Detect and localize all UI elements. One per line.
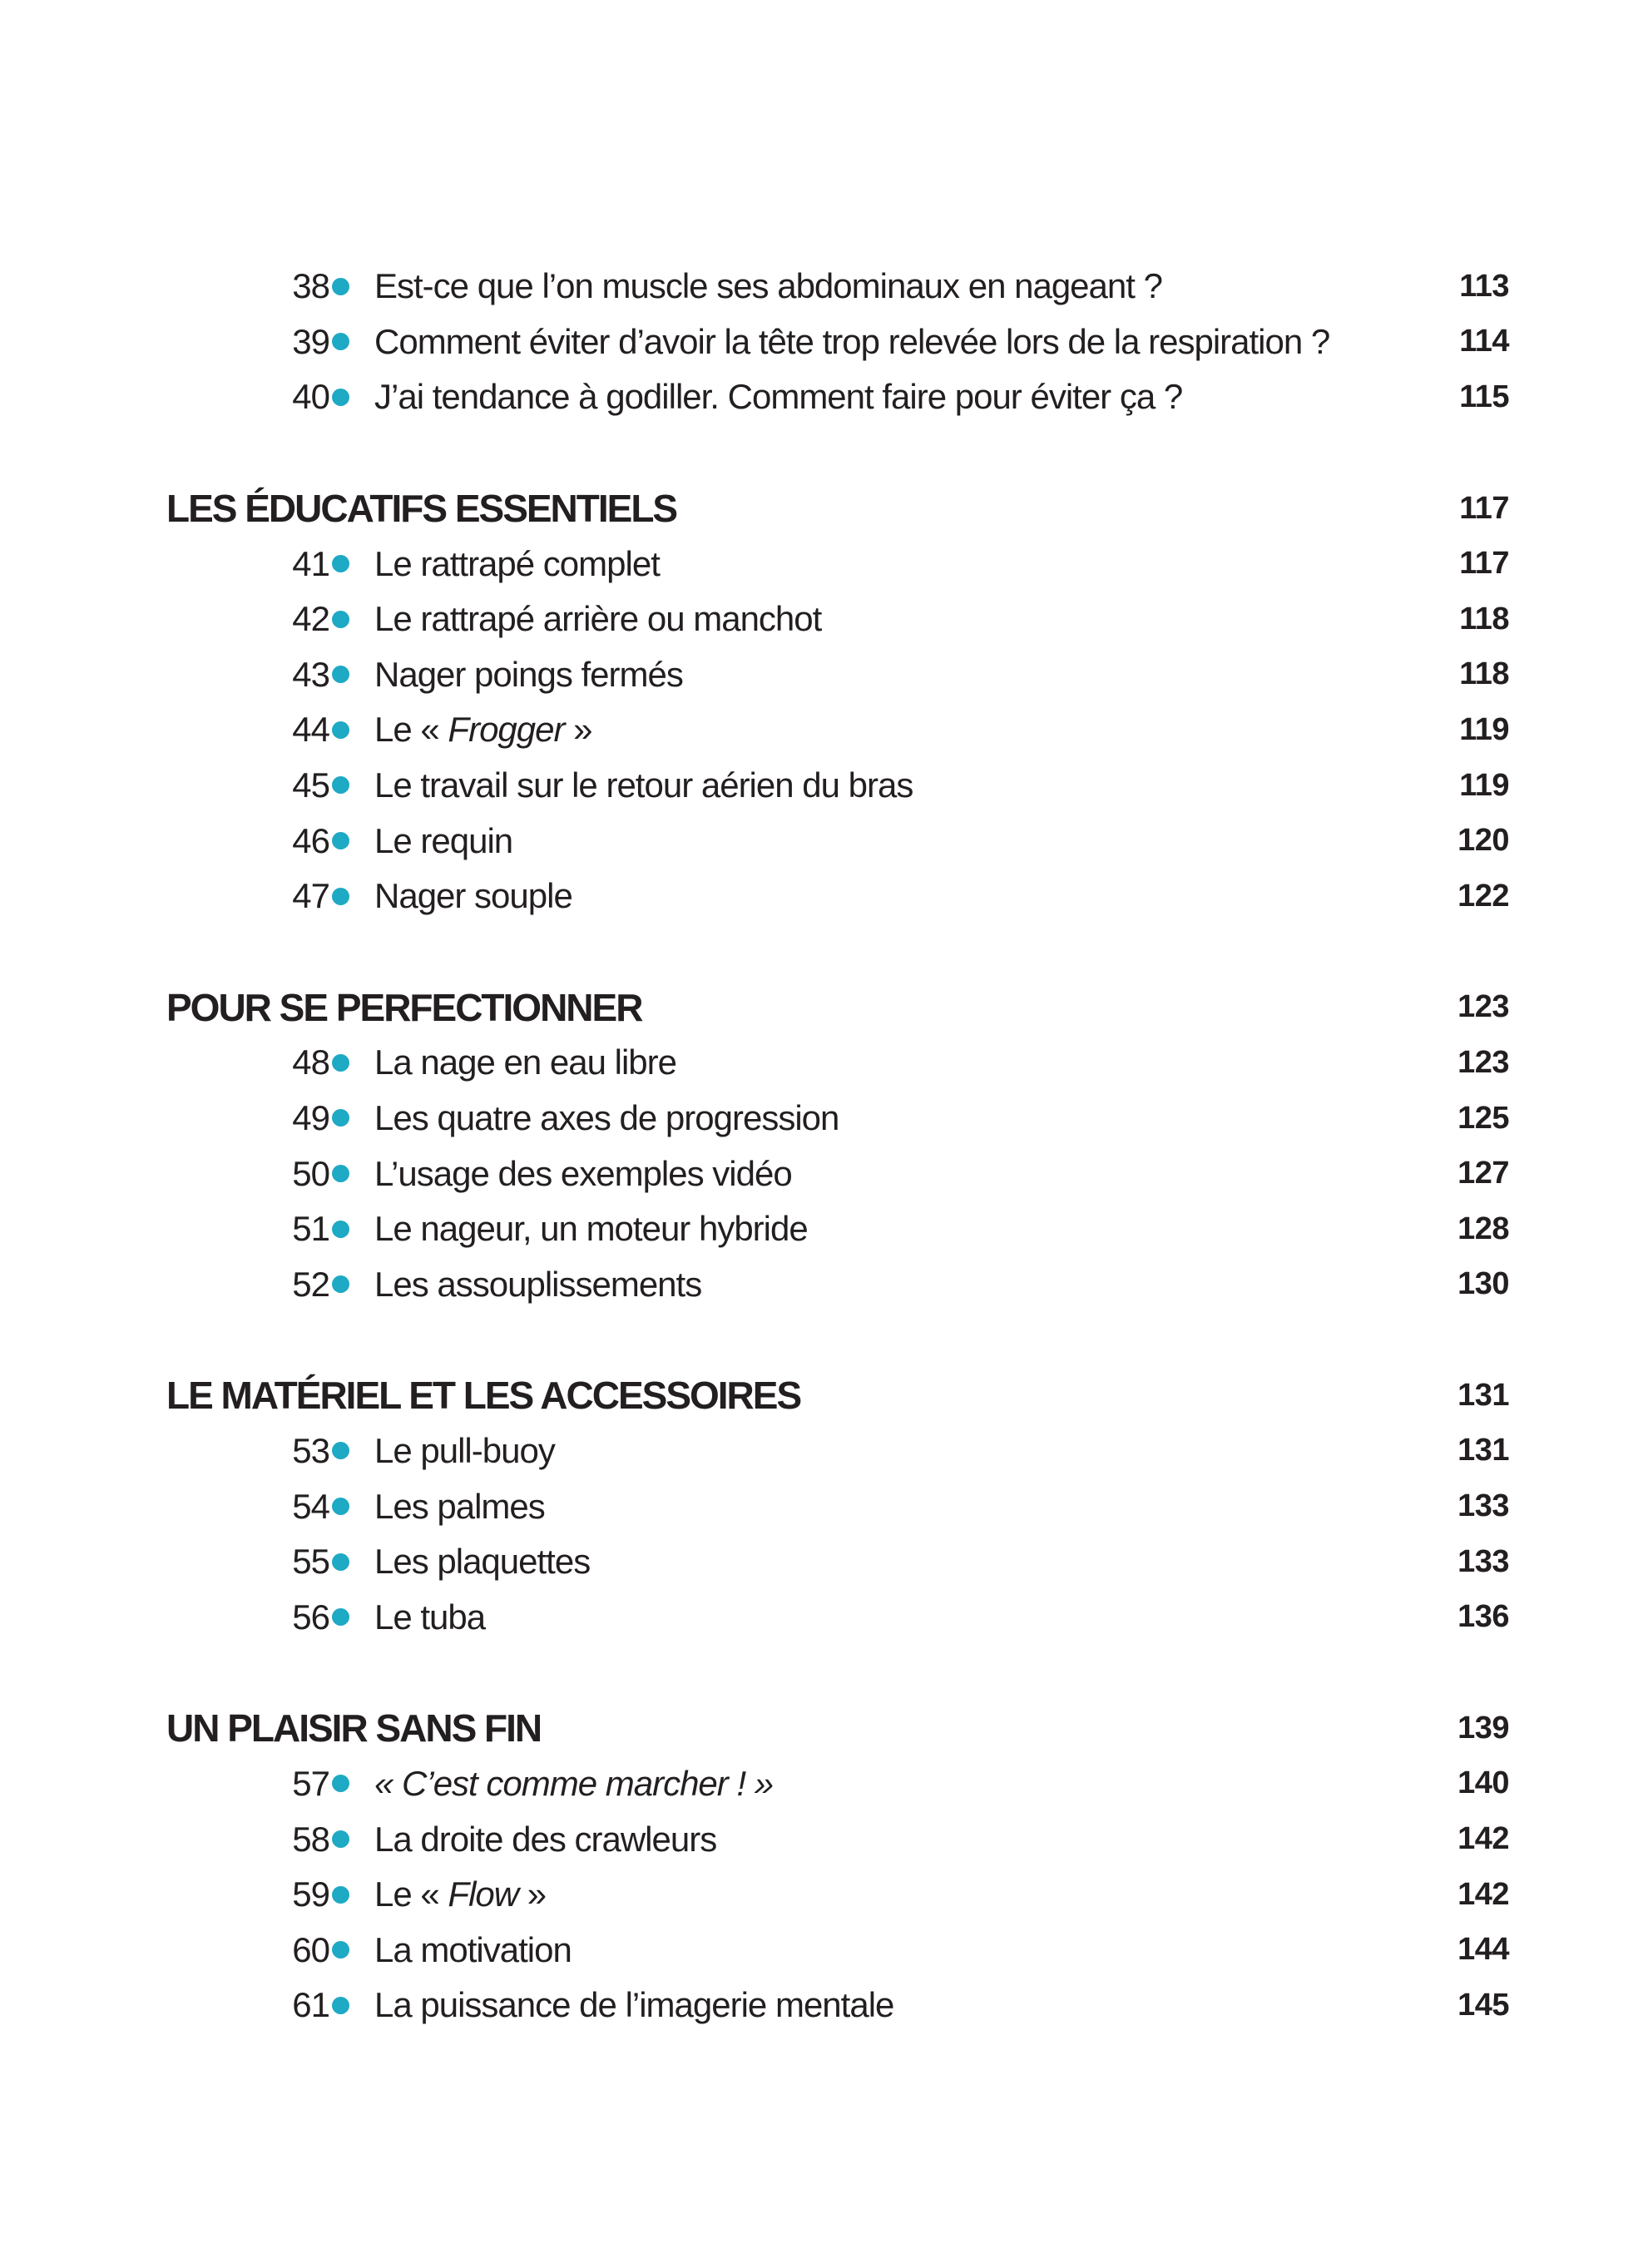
item-title-segment: » <box>518 1874 547 1914</box>
item-title: La nage en eau libre <box>374 1042 676 1082</box>
item-page-number: 142 <box>1457 1876 1509 1912</box>
item-number: 50 <box>292 1153 329 1193</box>
item-title: Le nageur, un moteur hybride <box>374 1209 808 1249</box>
item-title-segment: Le « <box>374 1874 448 1914</box>
item-number-cell <box>166 1874 374 1914</box>
item-title: Nager souple <box>374 876 572 916</box>
item-page-number: 125 <box>1457 1100 1509 1136</box>
item-number-cell <box>166 1764 374 1804</box>
item-number-cell <box>166 821 374 861</box>
item-number: 47 <box>292 876 329 916</box>
item-number: 61 <box>292 1985 329 2025</box>
item-page-number: 118 <box>1459 656 1509 692</box>
toc-item <box>166 758 1509 814</box>
section-title: UN PLAISIR SANS FIN <box>166 1706 542 1751</box>
item-number-cell <box>166 1431 374 1471</box>
item-title: Le travail sur le retour aérien du bras <box>374 765 913 805</box>
item-title: Le requin <box>374 820 513 860</box>
item-page-number: 130 <box>1457 1266 1509 1302</box>
toc-item <box>166 1589 1509 1645</box>
item-title: Les assouplissements <box>374 1264 702 1304</box>
bullet-icon <box>332 1442 349 1459</box>
item-title: Nager poings fermés <box>374 654 683 694</box>
toc-item <box>166 1867 1509 1923</box>
toc-item <box>166 869 1509 924</box>
item-title: La motivation <box>374 1929 572 1969</box>
item-number-cell <box>166 1542 374 1582</box>
item-page-number: 144 <box>1457 1932 1509 1968</box>
item-title: La droite des crawleurs <box>374 1819 717 1859</box>
bullet-icon <box>332 1941 349 1959</box>
toc-item <box>166 369 1509 425</box>
toc-item <box>166 1534 1509 1590</box>
item-title: Comment éviter d’avoir la tête trop relevée lors de la respiration ? <box>374 321 1330 361</box>
toc-item <box>166 314 1509 370</box>
bullet-icon <box>332 278 349 295</box>
toc-item <box>166 1978 1509 2033</box>
bullet-icon <box>332 1498 349 1515</box>
bullet-icon <box>332 721 349 739</box>
item-number-cell <box>166 1042 374 1082</box>
section-title: LES ÉDUCATIFS ESSENTIELS <box>166 487 677 531</box>
toc-item <box>166 1146 1509 1201</box>
item-number-cell <box>166 876 374 916</box>
item-number-cell <box>166 765 374 805</box>
item-number: 40 <box>292 377 329 417</box>
toc-item <box>166 1811 1509 1867</box>
item-page-number: 136 <box>1457 1599 1509 1635</box>
item-number: 57 <box>292 1763 329 1803</box>
toc-section <box>166 259 1509 425</box>
section-page-number: 123 <box>1457 989 1509 1025</box>
item-title-segment: Le « <box>374 710 448 750</box>
item-page-number: 131 <box>1457 1433 1509 1468</box>
item-page-number: 119 <box>1459 711 1509 747</box>
toc-section-heading <box>166 481 1509 537</box>
item-number: 54 <box>292 1486 329 1526</box>
item-number: 46 <box>292 820 329 860</box>
item-number-cell <box>166 1985 374 2025</box>
item-page-number: 127 <box>1457 1156 1509 1191</box>
item-page-number: 123 <box>1457 1044 1509 1080</box>
item-page-number: 117 <box>1459 546 1509 582</box>
item-title: Le rattrapé arrière ou manchot <box>374 599 822 639</box>
item-number-cell <box>166 1154 374 1194</box>
toc-section <box>166 1701 1509 2033</box>
item-number-cell <box>166 599 374 639</box>
bullet-icon <box>332 389 349 406</box>
toc-section-heading <box>166 1368 1509 1424</box>
item-number-cell <box>166 1487 374 1527</box>
item-number-cell <box>166 655 374 695</box>
item-title: Le pull-buoy <box>374 1430 555 1470</box>
item-title-segment: » <box>564 710 592 750</box>
item-title-segment: « C’est comme marcher ! » <box>374 1763 774 1803</box>
bullet-icon <box>332 1775 349 1792</box>
bullet-icon <box>332 1165 349 1182</box>
item-number-cell <box>166 1597 374 1637</box>
item-title: Le rattrapé complet <box>374 543 660 583</box>
toc-section-heading <box>166 1701 1509 1756</box>
toc-item <box>166 1201 1509 1257</box>
toc-item <box>166 1478 1509 1534</box>
item-number-cell <box>166 322 374 362</box>
item-title: Les palmes <box>374 1486 545 1526</box>
bullet-icon <box>332 1553 349 1571</box>
item-page-number: 145 <box>1457 1987 1509 2023</box>
item-number-cell <box>166 377 374 417</box>
bullet-icon <box>332 1830 349 1848</box>
item-number-cell <box>166 544 374 584</box>
bullet-icon <box>332 1886 349 1904</box>
item-title: Les quatre axes de progression <box>374 1098 839 1138</box>
section-page-number: 131 <box>1457 1377 1509 1413</box>
item-title: J’ai tendance à godiller. Comment faire pour éviter ça ? <box>374 377 1183 417</box>
item-page-number: 140 <box>1457 1765 1509 1801</box>
toc-section <box>166 481 1509 924</box>
item-number-cell <box>166 1930 374 1970</box>
bullet-icon <box>332 832 349 849</box>
bullet-icon <box>332 1109 349 1127</box>
item-title <box>374 1874 1457 1914</box>
bullet-icon <box>332 776 349 794</box>
bullet-icon <box>332 555 349 572</box>
section-title: LE MATÉRIEL ET LES ACCESSOIRES <box>166 1374 801 1418</box>
toc-item <box>166 1922 1509 1978</box>
item-number-cell <box>166 1209 374 1249</box>
item-number: 39 <box>292 321 329 361</box>
item-page-number: 118 <box>1459 601 1509 636</box>
item-number: 58 <box>292 1819 329 1859</box>
item-page-number: 142 <box>1457 1821 1509 1857</box>
item-number: 59 <box>292 1874 329 1914</box>
bullet-icon <box>332 1221 349 1238</box>
item-page-number: 133 <box>1457 1488 1509 1524</box>
item-title: Les plaquettes <box>374 1542 591 1582</box>
toc-section-heading <box>166 980 1509 1036</box>
item-page-number: 122 <box>1457 878 1509 914</box>
bullet-icon <box>332 1275 349 1293</box>
toc-item <box>166 259 1509 314</box>
item-number-cell <box>166 1820 374 1859</box>
item-number: 43 <box>292 654 329 694</box>
bullet-icon <box>332 666 349 683</box>
item-title: Le tuba <box>374 1597 486 1637</box>
item-title: La puissance de l’imagerie mentale <box>374 1985 894 2025</box>
item-page-number: 113 <box>1459 268 1509 304</box>
toc-item <box>166 1756 1509 1812</box>
bullet-icon <box>332 888 349 905</box>
item-title: L’usage des exemples vidéo <box>374 1153 792 1193</box>
item-title: Est-ce que l’on muscle ses abdominaux en nageant ? <box>374 266 1162 306</box>
item-number: 48 <box>292 1042 329 1082</box>
bullet-icon <box>332 1608 349 1626</box>
section-page-number: 139 <box>1457 1710 1509 1746</box>
toc-section <box>166 1368 1509 1645</box>
bullet-icon <box>332 611 349 628</box>
item-number: 44 <box>292 710 329 750</box>
item-page-number: 133 <box>1457 1543 1509 1579</box>
item-number: 41 <box>292 543 329 583</box>
bullet-icon <box>332 333 349 350</box>
table-of-contents <box>166 259 1509 2033</box>
item-number: 60 <box>292 1929 329 1969</box>
item-number: 49 <box>292 1098 329 1138</box>
toc-item <box>166 1035 1509 1091</box>
item-number-cell <box>166 266 374 306</box>
item-number-cell <box>166 1098 374 1138</box>
item-title <box>374 710 1459 750</box>
item-number: 45 <box>292 765 329 805</box>
toc-section <box>166 980 1509 1313</box>
item-number: 52 <box>292 1264 329 1304</box>
item-number-cell <box>166 710 374 750</box>
item-page-number: 114 <box>1459 324 1509 359</box>
item-number-cell <box>166 1265 374 1305</box>
toc-item <box>166 1257 1509 1313</box>
item-title-segment: Frogger <box>448 710 565 750</box>
toc-item <box>166 592 1509 647</box>
item-page-number: 119 <box>1459 767 1509 803</box>
bullet-icon <box>332 1054 349 1072</box>
toc-item <box>166 1424 1509 1479</box>
item-number: 53 <box>292 1430 329 1470</box>
item-number: 38 <box>292 266 329 306</box>
toc-item <box>166 647 1509 703</box>
toc-item <box>166 702 1509 758</box>
item-page-number: 115 <box>1459 379 1509 414</box>
toc-item <box>166 1091 1509 1146</box>
bullet-icon <box>332 1997 349 2014</box>
item-number: 42 <box>292 599 329 639</box>
item-title <box>374 1764 1457 1804</box>
item-page-number: 120 <box>1457 823 1509 859</box>
section-title: POUR SE PERFECTIONNER <box>166 985 642 1029</box>
item-page-number: 128 <box>1457 1211 1509 1246</box>
section-page-number: 117 <box>1459 490 1509 526</box>
item-title-segment: Flow <box>448 1874 519 1914</box>
item-number: 51 <box>292 1209 329 1249</box>
toc-item <box>166 536 1509 592</box>
toc-item <box>166 813 1509 869</box>
item-number: 55 <box>292 1542 329 1582</box>
item-number: 56 <box>292 1597 329 1637</box>
